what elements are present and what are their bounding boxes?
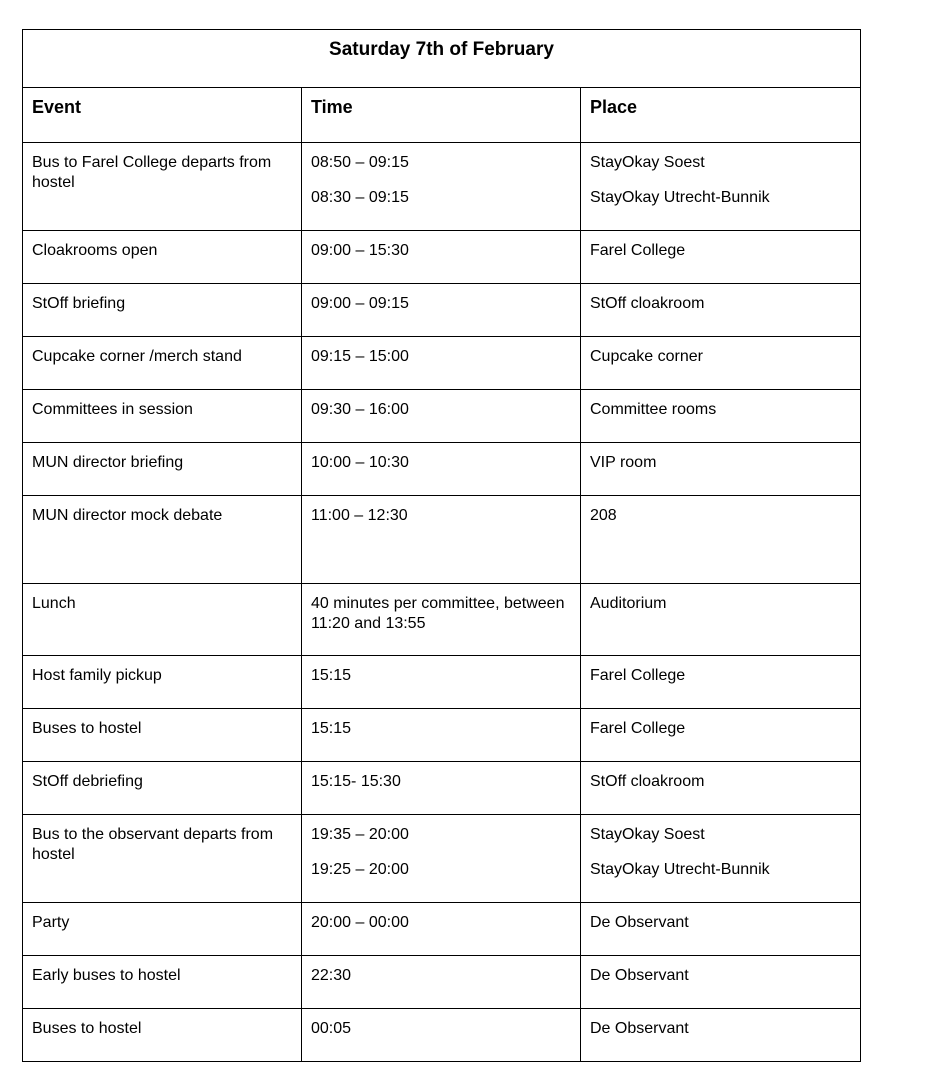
- place-value: 208: [590, 507, 617, 524]
- table-row: [23, 656, 861, 709]
- place-value: StOff cloakroom: [590, 773, 705, 790]
- time-value: 09:00 – 15:30: [311, 242, 409, 259]
- time-value: 40 minutes per committee, between 11:20 and 13:55: [311, 595, 565, 632]
- header-row: [23, 88, 861, 143]
- time-value: 15:15: [311, 720, 352, 737]
- time-cell: [302, 956, 581, 1009]
- time-value: 15:15: [311, 667, 352, 684]
- place-value: De Observant: [590, 967, 689, 984]
- time-cell: [302, 762, 581, 815]
- place-cell: [581, 337, 861, 390]
- time-cell: [302, 815, 581, 903]
- place-value: Farel College: [590, 667, 686, 684]
- event-cell: Buses to hostel: [23, 709, 302, 762]
- place-cell: [581, 284, 861, 337]
- time-cell: [302, 143, 581, 231]
- place-value: StayOkay Utrecht-Bunnik: [590, 188, 770, 206]
- time-cell: [302, 1009, 581, 1062]
- time-value: 09:30 – 16:00: [311, 401, 409, 418]
- time-value: 19:25 – 20:00: [311, 860, 409, 878]
- time-cell: [302, 656, 581, 709]
- table-row: [23, 390, 861, 443]
- time-value: 08:50 – 09:15: [311, 154, 409, 171]
- place-value: Auditorium: [590, 595, 667, 612]
- place-cell: [581, 656, 861, 709]
- time-cell: [302, 443, 581, 496]
- place-cell: [581, 815, 861, 903]
- table-row: [23, 337, 861, 390]
- place-value: Committee rooms: [590, 401, 717, 418]
- event-cell: Cloakrooms open: [23, 231, 302, 284]
- place-value: StayOkay Soest: [590, 154, 705, 171]
- title-row: [23, 30, 861, 88]
- place-cell: [581, 709, 861, 762]
- schedule-table: [22, 29, 861, 1062]
- place-cell: [581, 390, 861, 443]
- time-cell: [302, 903, 581, 956]
- place-value: StayOkay Soest: [590, 826, 705, 843]
- place-cell: [581, 762, 861, 815]
- column-header-place: Place: [581, 88, 861, 143]
- time-value: 09:00 – 09:15: [311, 295, 409, 312]
- time-cell: [302, 709, 581, 762]
- place-cell: [581, 231, 861, 284]
- table-row: [23, 496, 861, 584]
- table-row: [23, 231, 861, 284]
- time-value: 11:00 – 12:30: [311, 507, 408, 524]
- time-cell: [302, 584, 581, 656]
- table-row: [23, 443, 861, 496]
- event-cell: StOff briefing: [23, 284, 302, 337]
- table-row: [23, 903, 861, 956]
- schedule-title: Saturday 7th of February: [23, 30, 861, 88]
- event-cell: Party: [23, 903, 302, 956]
- place-cell: [581, 903, 861, 956]
- place-value: Farel College: [590, 720, 686, 737]
- table-row: [23, 815, 861, 903]
- table-row: [23, 762, 861, 815]
- place-value: StOff cloakroom: [590, 295, 705, 312]
- place-value: StayOkay Utrecht-Bunnik: [590, 860, 770, 878]
- table-row: [23, 709, 861, 762]
- event-cell: Buses to hostel: [23, 1009, 302, 1062]
- place-cell: [581, 143, 861, 231]
- column-header-time: Time: [302, 88, 581, 143]
- event-cell: Host family pickup: [23, 656, 302, 709]
- place-cell: [581, 956, 861, 1009]
- time-cell: [302, 231, 581, 284]
- place-cell: [581, 584, 861, 656]
- event-cell: Cupcake corner /merch stand: [23, 337, 302, 390]
- time-value: 20:00 – 00:00: [311, 914, 409, 931]
- column-header-event: Event: [23, 88, 302, 143]
- place-cell: [581, 443, 861, 496]
- table-row: [23, 1009, 861, 1062]
- event-cell: Bus to Farel College departs from hostel: [23, 143, 302, 231]
- event-cell: Lunch: [23, 584, 302, 656]
- time-cell: [302, 284, 581, 337]
- table-row: [23, 956, 861, 1009]
- event-cell: MUN director briefing: [23, 443, 302, 496]
- place-value: Cupcake corner: [590, 348, 703, 365]
- time-cell: [302, 390, 581, 443]
- event-cell: Early buses to hostel: [23, 956, 302, 1009]
- time-value: 15:15- 15:30: [311, 773, 401, 790]
- time-value: 10:00 – 10:30: [311, 454, 409, 471]
- event-cell: Bus to the observant departs from hostel: [23, 815, 302, 903]
- table-row: [23, 284, 861, 337]
- place-value: De Observant: [590, 1020, 689, 1037]
- table-row: [23, 143, 861, 231]
- event-cell: MUN director mock debate: [23, 496, 302, 584]
- time-cell: [302, 496, 581, 584]
- event-cell: StOff debriefing: [23, 762, 302, 815]
- time-value: 19:35 – 20:00: [311, 826, 409, 843]
- place-value: De Observant: [590, 914, 689, 931]
- time-cell: [302, 337, 581, 390]
- time-value: 09:15 – 15:00: [311, 348, 409, 365]
- time-value: 08:30 – 09:15: [311, 188, 409, 206]
- time-value: 22:30: [311, 967, 352, 984]
- place-cell: [581, 1009, 861, 1062]
- place-value: Farel College: [590, 242, 686, 259]
- time-value: 00:05: [311, 1020, 352, 1037]
- place-value: VIP room: [590, 454, 657, 471]
- event-cell: Committees in session: [23, 390, 302, 443]
- table-row: [23, 584, 861, 656]
- place-cell: [581, 496, 861, 584]
